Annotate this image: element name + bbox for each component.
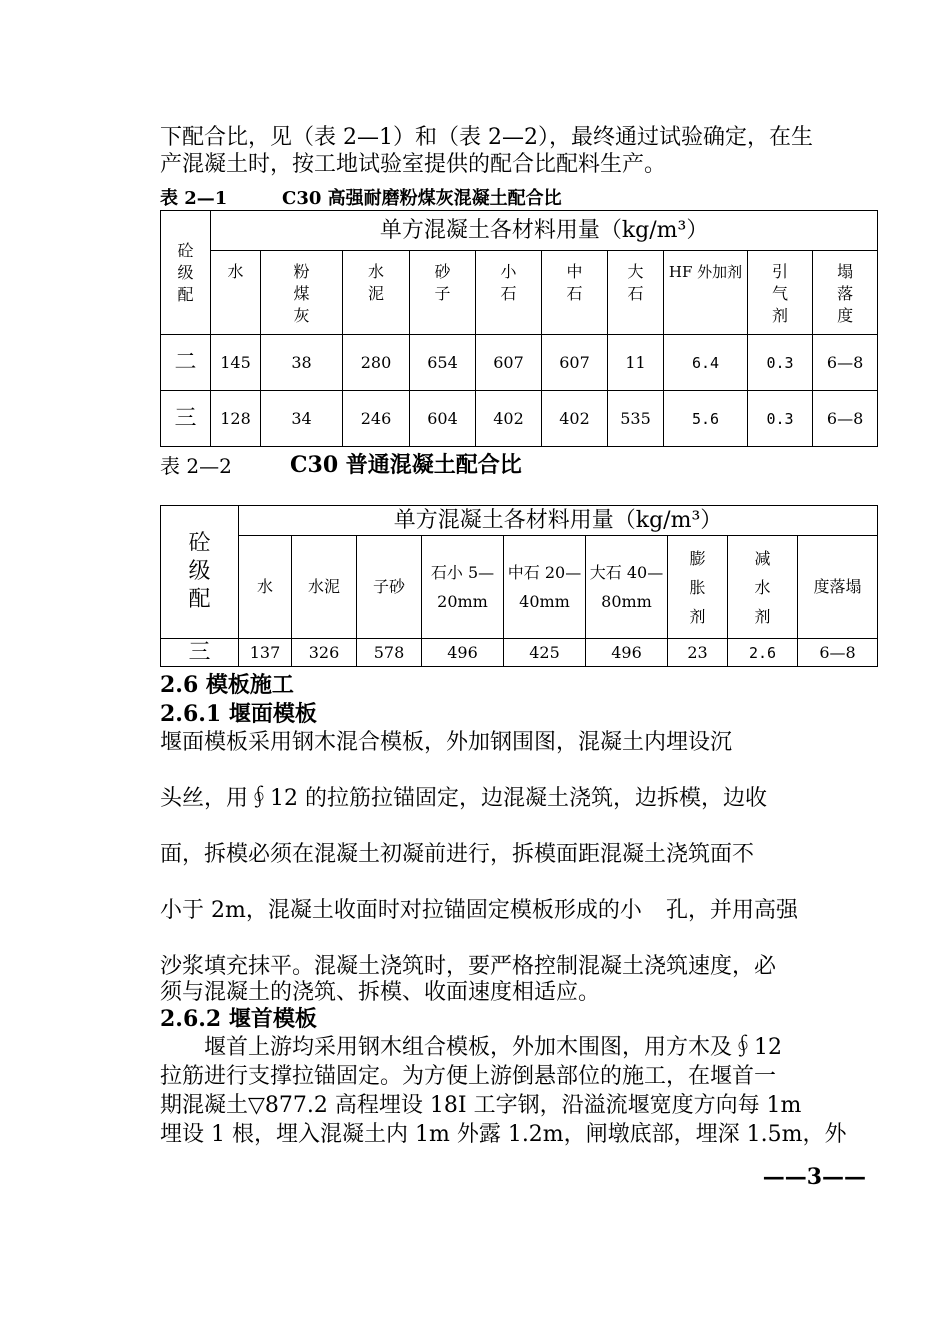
page-number: ——3—— xyxy=(762,1164,866,1190)
table1-cell: 535 xyxy=(608,391,664,447)
table2-cell: 425 xyxy=(504,639,586,667)
table1-cell: 402 xyxy=(542,391,608,447)
table2-cell: 578 xyxy=(357,639,422,667)
table1-grade-cell: 二 xyxy=(161,335,211,391)
table2-row-header: 砼级配 xyxy=(161,506,239,639)
table2-col-header: 度落塌 xyxy=(798,536,878,639)
table1-col-header: 中石 xyxy=(542,251,608,335)
table1-col-header: HF 外加剂 xyxy=(664,251,748,335)
table2-grade-cell: 三 xyxy=(161,639,239,667)
table1-cell: 604 xyxy=(410,391,476,447)
table2-col-header: 子砂 xyxy=(357,536,422,639)
table2-group-header: 单方混凝土各材料用量（kg/m³） xyxy=(239,506,878,536)
table1-cell: 280 xyxy=(343,335,410,391)
table1-cell: 0.3 xyxy=(748,391,813,447)
table2-col-header: 膨胀剂 xyxy=(668,536,728,639)
table1-grade-cell: 三 xyxy=(161,391,211,447)
weir-face-line: 沙浆填充抹平。混凝土浇筑时，要严格控制混凝土浇筑速度，必 xyxy=(160,954,777,979)
table2-col-header: 减水剂 xyxy=(728,536,798,639)
table2 xyxy=(160,505,878,667)
table1-cell: 128 xyxy=(211,391,261,447)
section-heading-2-6-2: 2.6.2 堰首模板 xyxy=(160,1006,317,1032)
section-heading-2-6: 2.6 模板施工 xyxy=(160,672,294,698)
table1-cell: 654 xyxy=(410,335,476,391)
table1-cell: 5.6 xyxy=(664,391,748,447)
table1-cell: 246 xyxy=(343,391,410,447)
weir-face-line: 小于 2m，混凝土收面时对拉锚固定模板形成的小 xyxy=(160,898,642,923)
table1-cell: 6—8 xyxy=(813,391,878,447)
table1-col-header: 砂子 xyxy=(410,251,476,335)
table1-col-header: 引气剂 xyxy=(748,251,813,335)
table2-cell: 496 xyxy=(586,639,668,667)
table2-col-header: 石小 5—20mm xyxy=(422,536,504,639)
table1-col-header: 塌落度 xyxy=(813,251,878,335)
table2-col-header: 水 xyxy=(239,536,292,639)
table2-cell: 137 xyxy=(239,639,292,667)
weir-face-line: 头丝，用∮12 的拉筋拉锚固定，边混凝土浇筑，边拆模，边收 xyxy=(160,786,767,811)
table1-cell: 6—8 xyxy=(813,335,878,391)
table1-cell: 11 xyxy=(608,335,664,391)
table1-caption-title: C30 高强耐磨粉煤灰混凝土配合比 xyxy=(282,188,562,209)
table1-cell: 6.4 xyxy=(664,335,748,391)
table2-col-header: 中石 20—40mm xyxy=(504,536,586,639)
table1-cell: 145 xyxy=(211,335,261,391)
table1-cell: 607 xyxy=(476,335,542,391)
table1-cell: 607 xyxy=(542,335,608,391)
table1-cell: 34 xyxy=(261,391,343,447)
weir-head-line: 期混凝土▽877.2 高程埋设 18I 工字钢，沿溢流堰宽度方向每 1m xyxy=(160,1093,802,1118)
table1-cell: 38 xyxy=(261,335,343,391)
weir-face-line: 堰面模板采用钢木混合模板，外加钢围图，混凝土内埋设沉 xyxy=(160,730,733,755)
section-heading-2-6-1: 2.6.1 堰面模板 xyxy=(160,701,317,727)
table1-col-header: 水泥 xyxy=(343,251,410,335)
table1-row-header: 砼级配 xyxy=(161,211,211,335)
table2-cell: 496 xyxy=(422,639,504,667)
weir-face-line-fragment: 孔，并用高强 xyxy=(666,898,799,923)
table2-col-header: 水泥 xyxy=(292,536,357,639)
table1-col-header: 粉煤灰 xyxy=(261,251,343,335)
table1-caption-number: 表 2—1 xyxy=(160,188,228,209)
weir-head-line: 拉筋进行支撑拉锚固定。为方便上游倒悬部位的施工，在堰首一 xyxy=(160,1064,777,1089)
weir-face-line: 须与混凝土的浇筑、拆模、收面速度相适应。 xyxy=(160,980,601,1005)
table2-caption-title: C30 普通混凝土配合比 xyxy=(290,452,522,478)
table1-col-header: 水 xyxy=(211,251,261,335)
table2-col-header: 大石 40—80mm xyxy=(586,536,668,639)
table1-cell: 402 xyxy=(476,391,542,447)
table2-cell: 326 xyxy=(292,639,357,667)
table1-group-header: 单方混凝土各材料用量（kg/m³） xyxy=(211,211,878,251)
weir-head-line: 埋设 1 根，埋入混凝土内 1m 外露 1.2m，闸墩底部，埋深 1.5m，外 xyxy=(160,1122,847,1147)
table2-cell: 6—8 xyxy=(798,639,878,667)
table2-cell: 2.6 xyxy=(728,639,798,667)
weir-head-line: 堰首上游均采用钢木组合模板，外加木围图，用方木及∮12 xyxy=(160,1035,782,1060)
weir-face-line: 面，拆模必须在混凝土初凝前进行，拆模面距混凝土浇筑面不 xyxy=(160,842,755,867)
table1 xyxy=(160,210,878,447)
intro-line-2: 产混凝土时，按工地试验室提供的配合比配料生产。 xyxy=(160,152,667,177)
table1-col-header: 大石 xyxy=(608,251,664,335)
table1-cell: 0.3 xyxy=(748,335,813,391)
intro-line-1: 下配合比，见（表 2—1）和（表 2—2），最终通过试验确定，在生 xyxy=(160,125,813,150)
table2-caption-number: 表 2—2 xyxy=(160,454,232,478)
table2-cell: 23 xyxy=(668,639,728,667)
table1-col-header: 小石 xyxy=(476,251,542,335)
